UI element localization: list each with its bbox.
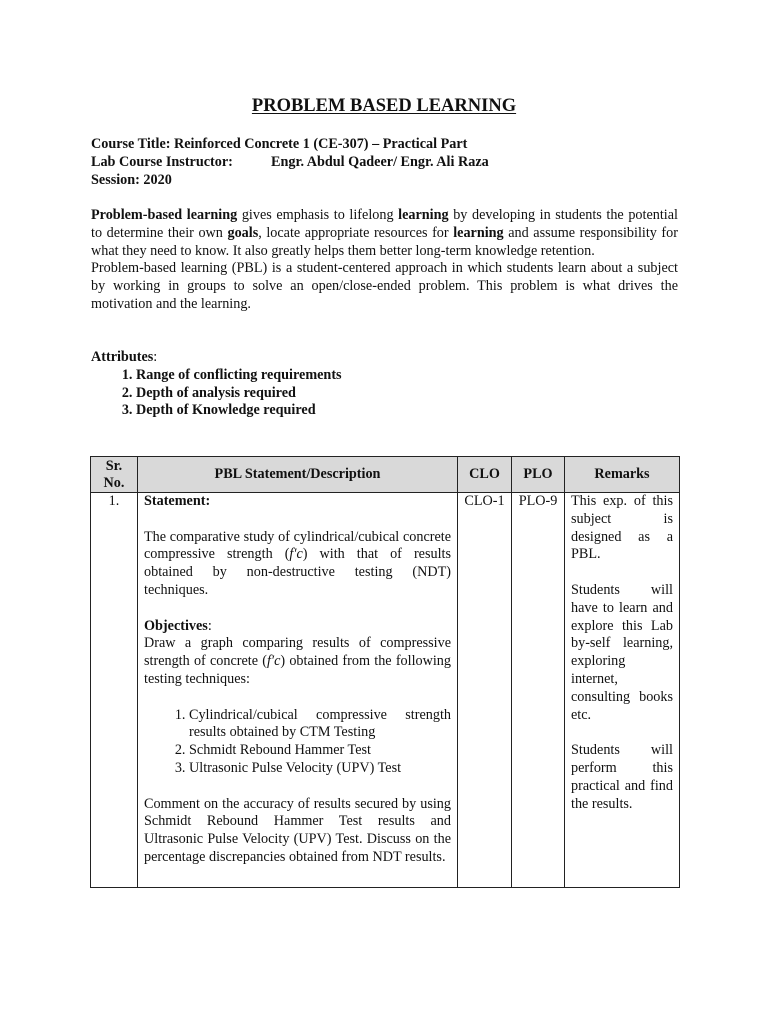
cell-description	[138, 493, 458, 888]
technique-item: 2. Schmidt Rebound Hammer Test	[189, 742, 451, 760]
techniques-list	[144, 707, 451, 778]
cell-plo	[512, 493, 565, 888]
course-title: Course Title: Reinforced Concrete 1 (CE-307) – Practical Part	[91, 136, 468, 152]
statement-text: The comparative study of cylindrical/cubical concrete compressive strength (f′c) with that of results obtained by non-destructive testing (NDT) techniques.	[144, 528, 451, 598]
remark-3: Students will perform this practical and find the results.	[571, 742, 673, 812]
intro-section	[91, 207, 678, 314]
emphasis-text: learning	[453, 224, 504, 241]
technique-item: 3. Ultrasonic Pulse Velocity (UPV) Test	[189, 760, 451, 778]
attributes-heading	[91, 349, 678, 367]
intro-paragraph-2: Problem-based learning (PBL) is a student-centered approach in which students learn about a subject by working in groups to solve an open/close-ended problem. This problem is what drives the motivation and the learning.	[91, 260, 678, 312]
attributes-colon: :	[153, 349, 158, 365]
page-title-text: PROBLEM BASED LEARNING	[251, 96, 517, 116]
instructor-value: Engr. Abdul Qadeer/ Engr. Ali Raza	[271, 153, 489, 170]
cell-remarks	[565, 493, 680, 888]
header-remarks: Remarks	[565, 457, 680, 493]
objectives-label: Objectives	[144, 617, 208, 634]
paragraph-text: by developing in students the potential to determine their own	[91, 207, 678, 241]
course-info	[91, 136, 489, 189]
attributes-label: Attributes	[91, 349, 154, 365]
attributes-list	[91, 367, 678, 420]
comment-text: Comment on the accuracy of results secured by using Schmidt Rebound Hammer Test results and Ultrasonic Pulse Velocity (UPV) Test. Discuss on the percentage discrepancies obtained from NDT results.	[144, 795, 451, 865]
header-sr-no: Sr. No.	[91, 457, 138, 493]
plo-value: PLO-9	[518, 493, 558, 509]
page-title	[0, 95, 768, 117]
paragraph-text: and assume responsibility for what they need to know. It also greatly helps them better long-term knowledge retention.	[91, 224, 678, 259]
header-clo: CLO	[458, 457, 512, 493]
paragraph-text: gives emphasis to lifelong	[237, 207, 399, 223]
technique-item: 1. Cylindrical/cubical compressive strength results obtained by CTM Testing	[189, 707, 451, 743]
fc-symbol: f′c	[289, 546, 303, 563]
table-row	[91, 493, 680, 888]
remark-1: This exp. of this subject is designed as a PBL.	[571, 493, 673, 563]
attribute-item: 1. Range of conflicting requirements	[136, 367, 678, 385]
cell-clo	[458, 493, 512, 888]
instructor-label: Lab Course Instructor:	[91, 153, 233, 170]
pbl-table	[90, 456, 680, 888]
statement-label: Statement:	[144, 493, 211, 509]
cell-sr-no: 1.	[91, 493, 138, 888]
header-description: PBL Statement/Description	[138, 457, 458, 493]
session-line: Session: 2020	[91, 171, 172, 188]
table-header-row	[91, 457, 680, 493]
fc-symbol: f′c	[267, 653, 281, 670]
objectives-text: Draw a graph comparing results of compressive strength of concrete (f′c) obtained from the following testing techniques:	[144, 635, 451, 687]
attribute-item: 3. Depth of Knowledge required	[136, 402, 678, 420]
objectives-heading: Objectives:	[144, 617, 212, 634]
attributes-section	[91, 349, 678, 420]
attribute-item: 2. Depth of analysis required	[136, 385, 678, 403]
remark-2: Students will have to learn and explore this Lab by-self learning, exploring internet, consulting books etc.	[571, 581, 673, 723]
emphasis-text: learning	[398, 207, 449, 223]
header-plo: PLO	[512, 457, 565, 493]
intro-paragraph-1	[91, 207, 678, 260]
paragraph-text: , locate appropriate resources for	[258, 224, 454, 241]
clo-value: CLO-1	[464, 493, 505, 509]
emphasis-text: Problem-based learning	[91, 207, 238, 223]
emphasis-text: goals	[227, 224, 259, 241]
instructor-line	[91, 154, 489, 172]
